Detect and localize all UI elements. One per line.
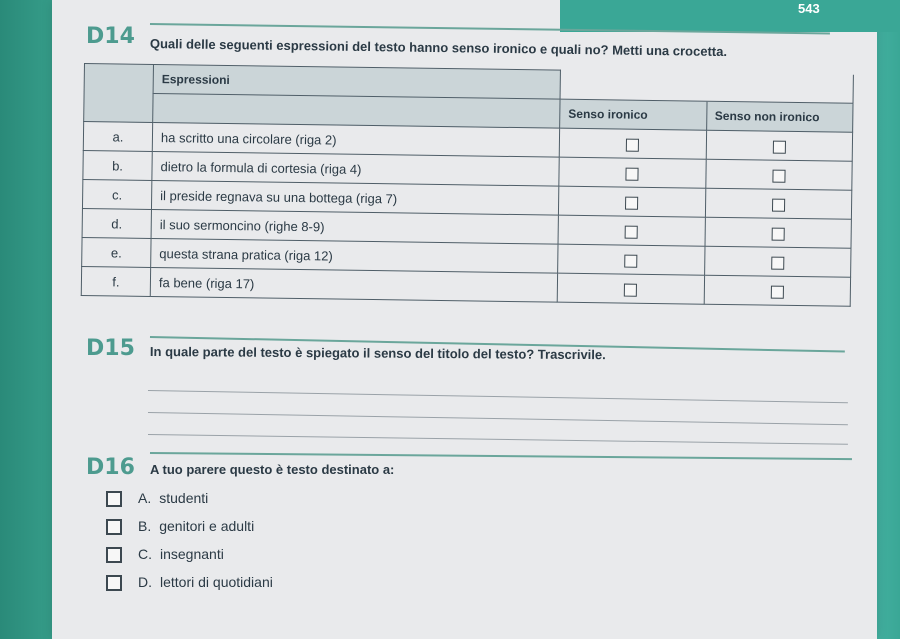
row-letter: a. xyxy=(83,122,152,152)
ironic-cell xyxy=(557,273,704,304)
option-item-c xyxy=(106,546,224,563)
not-ironic-cell xyxy=(704,275,851,306)
question-text-d16: A tuo parere questo è testo destinato a: xyxy=(150,462,395,477)
row-expression: il preside regnava su una bottega (riga 7) xyxy=(151,180,558,215)
row-expression: questa strana pratica (riga 12) xyxy=(151,238,558,273)
ironic-cell xyxy=(559,128,706,159)
ironic-checkbox[interactable] xyxy=(626,138,639,151)
ironic-checkbox[interactable] xyxy=(625,196,638,209)
question-id-d16: D16 xyxy=(86,455,135,480)
row-letter: c. xyxy=(82,179,151,209)
not-ironic-cell xyxy=(705,188,852,219)
not-ironic-checkbox[interactable] xyxy=(771,227,784,240)
question-id-d15: D15 xyxy=(86,336,135,361)
ironic-checkbox[interactable] xyxy=(625,225,638,238)
not-ironic-checkbox[interactable] xyxy=(773,140,786,153)
option-checkbox[interactable] xyxy=(106,575,122,591)
option-item-b xyxy=(106,518,254,535)
row-letter: e. xyxy=(82,237,151,267)
ironic-checkbox[interactable] xyxy=(624,283,637,296)
option-letter: C. xyxy=(138,546,152,562)
option-text: lettori di quotidiani xyxy=(160,574,273,590)
option-text: genitori e adulti xyxy=(159,518,255,534)
question-text-d15: In quale parte del testo è spiegato il senso del titolo del testo? Trascrivile. xyxy=(149,344,606,363)
not-ironic-checkbox[interactable] xyxy=(772,198,785,211)
question-text-d14: Quali delle seguenti espressioni del testo hanno senso ironico e quali no? Metti una crocetta. xyxy=(149,36,728,60)
ironic-cell xyxy=(558,215,705,246)
top-band xyxy=(560,0,900,32)
option-checkbox[interactable] xyxy=(106,519,122,535)
header-spacer xyxy=(560,70,707,101)
option-checkbox[interactable] xyxy=(106,491,122,507)
option-text: insegnanti xyxy=(160,546,224,562)
option-letter: A. xyxy=(138,490,152,506)
row-letter: b. xyxy=(83,150,152,180)
option-item-d xyxy=(106,574,273,591)
expressions-table xyxy=(81,63,854,307)
header-ironic: Senso ironico xyxy=(560,99,707,130)
ironic-cell xyxy=(559,157,706,188)
option-checkbox[interactable] xyxy=(106,547,122,563)
row-expression: fa bene (riga 17) xyxy=(150,267,557,302)
ironic-cell xyxy=(558,186,705,217)
ironic-checkbox[interactable] xyxy=(626,167,639,180)
header-spacer xyxy=(707,72,854,103)
page-number: 543 xyxy=(798,1,820,16)
row-expression: il suo sermoncino (righe 8-9) xyxy=(151,209,558,244)
question-id-d14: D14 xyxy=(86,24,135,49)
not-ironic-checkbox[interactable] xyxy=(771,285,784,298)
option-item-a xyxy=(106,490,208,507)
ironic-cell xyxy=(558,244,705,275)
option-letter: B. xyxy=(138,518,152,534)
row-letter: f. xyxy=(81,266,150,296)
header-not-ironic: Senso non ironico xyxy=(706,101,853,132)
not-ironic-cell xyxy=(705,217,852,248)
row-expression: dietro la formula di cortesia (riga 4) xyxy=(152,151,559,186)
not-ironic-checkbox[interactable] xyxy=(772,169,785,182)
not-ironic-checkbox[interactable] xyxy=(771,256,784,269)
header-expressions: Espressioni xyxy=(153,64,560,99)
row-expression: ha scritto una circolare (riga 2) xyxy=(152,122,559,157)
header-letter-cell xyxy=(84,64,154,123)
not-ironic-cell xyxy=(705,159,852,190)
not-ironic-cell xyxy=(704,246,851,277)
ironic-checkbox[interactable] xyxy=(624,254,637,267)
option-letter: D. xyxy=(138,574,152,590)
row-letter: d. xyxy=(82,208,151,238)
not-ironic-cell xyxy=(706,130,853,161)
option-text: studenti xyxy=(159,490,209,506)
